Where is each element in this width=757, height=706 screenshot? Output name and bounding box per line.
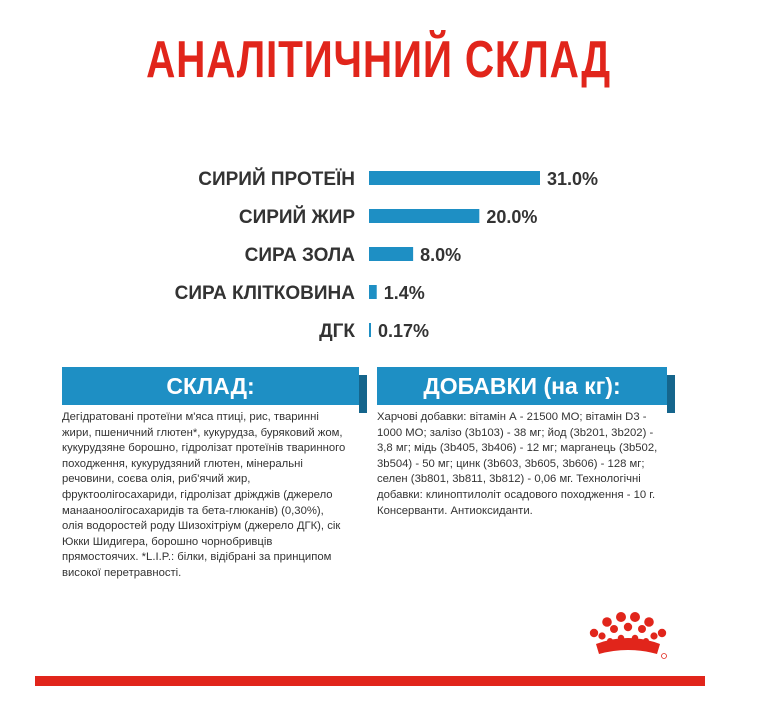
additives-text: Харчові добавки: вітамін А - 21500 МО; вітамін D3 - 1000 МО; залізо (3b103) - 38 мг; йод (3b201, 3b202) - 3,8 мг; мідь (3b405, 3b406) - 12 мг; марганець (3b502, 3b504) - 50 мг; цинк (3b603, 3b605, 3b606) - 128 мг; селен (3b801, 3b811, 3b812) - 0,06 мг. Технологічні добавки: клиноптилоліт осадового походження - 10 г. Консерванти. Антиоксиданти. (377, 411, 658, 517)
value-label: 31.0% (547, 169, 599, 189)
bar (369, 247, 413, 261)
composition-text: Дегідратовані протеїни м'яса птиці, рис, тваринні жири, пшеничний глютен*, кукурудза, буряковий жом, кукурудзяне борошно, гідролізат протеїнів тваринного походження, кукурудзяний глютен, мінеральні речовини, соєва олія, риб'ячий жир, фруктоолігосахариди, гідролізат дріжджів (джерело манааноолігосахаридів та бета-глюканів) (0,30%), олія водоростей роду Шизохітріум (джерело ДГК), сік Юкки Шидигера, борошно чорнобривців прямостоячих. *L.I.P.: білки, відібрані за принципом високої перетравності. (62, 411, 346, 579)
bar (369, 285, 377, 299)
category-label: СИРИЙ ЖИР (238, 207, 355, 228)
category-label: ДГК (319, 321, 355, 342)
footer-bar (35, 676, 705, 686)
value-label: 8.0% (420, 245, 462, 265)
value-label: 1.4% (383, 283, 425, 303)
bar (369, 323, 371, 337)
value-label: 20.0% (486, 207, 538, 227)
category-label: СИРА КЛІТКОВИНА (174, 283, 355, 304)
additives-header (377, 367, 667, 405)
additives-title: ДОБАВКИ (на кг): (423, 372, 621, 399)
composition-header (62, 367, 359, 405)
category-label: СИРА ЗОЛА (244, 245, 355, 266)
bar (369, 171, 540, 185)
bar (369, 209, 479, 223)
value-label: 0.17% (378, 321, 430, 341)
royal-canin-crown-icon (584, 612, 670, 662)
page-title: АНАЛІТИЧНИЙ СКЛАД (146, 31, 611, 89)
composition-title: СКЛАД: (166, 372, 255, 399)
category-label: СИРИЙ ПРОТЕЇН (198, 169, 355, 190)
